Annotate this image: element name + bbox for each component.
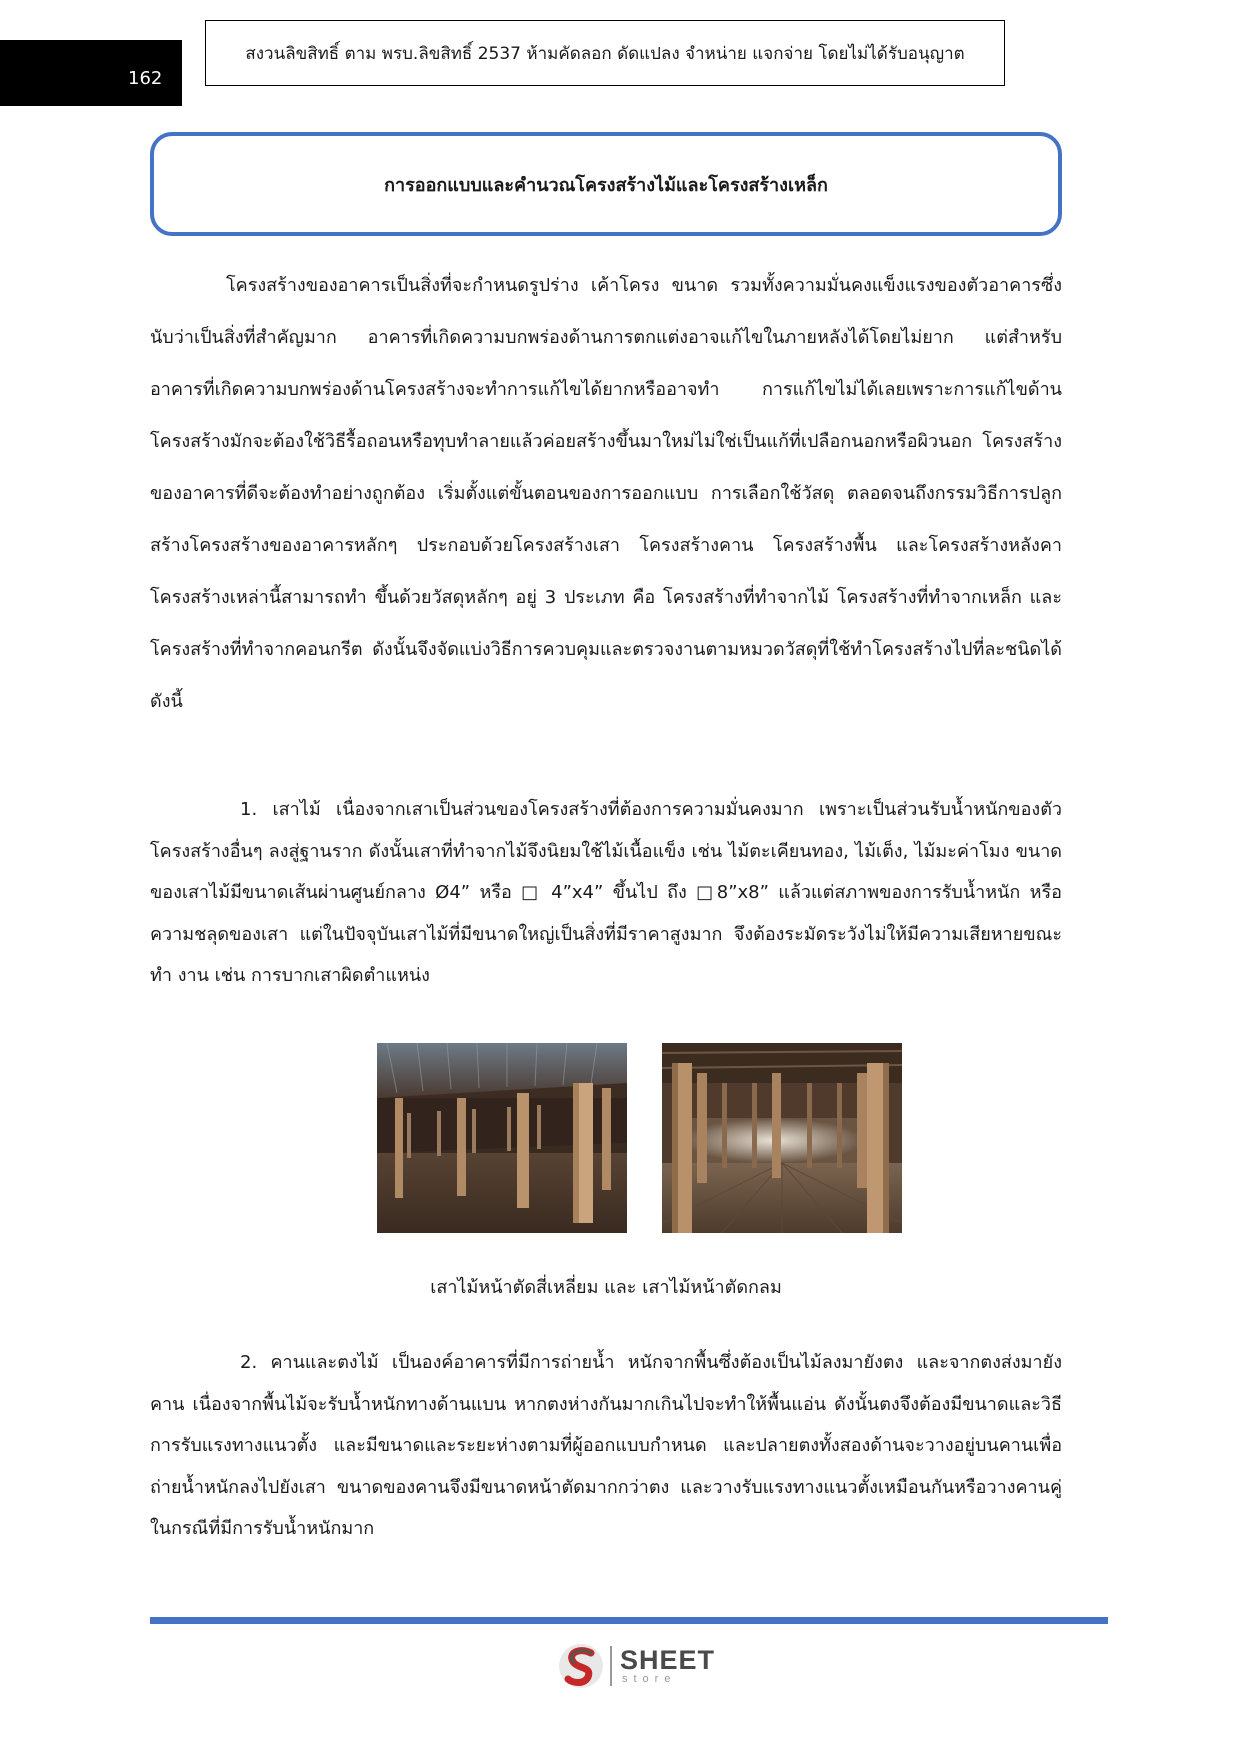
page-number: 162 bbox=[128, 68, 163, 89]
intro-paragraph: โครงสร้างของอาคารเป็นสิ่งที่จะกำหนดรูปร่าง เค้าโครง ขนาด รวมทั้งความมั่นคงแข็งแรงของตัวอาคารซึ่งนับว่าเป็นสิ่งที่สำคัญมาก อาคารที่เกิดความบกพร่องด้านการตกแต่งอาจแก้ไขในภายหลังได้โดยไม่ยาก แต่สำหรับอาคารที่เกิดความบกพร่องด้านโครงสร้างจะทำการแก้ไขได้ยากหรืออาจทำ การแก้ไขไม่ได้เลยเพราะการแก้ไขด้านโครงสร้างมักจะต้องใช้วิธีรื้อถอนหรือทุบทำลายแล้วค่อยสร้างขึ้นมาใหม่ไม่ใช่เป็นแก้ที่เปลือกนอกหรือผิวนอก โครงสร้างของอาคารที่ดีจะต้องทำอย่างถูกต้อง เริ่มตั้งแต่ขั้นตอนของการออกแบบ การเลือกใช้วัสดุ ตลอดจนถึงกรรมวิธีการปลูกสร้างโครงสร้างของอาคารหลักๆ ประกอบด้วยโครงสร้างเสา โครงสร้างคาน โครงสร้างพื้น และโครงสร้างหลังคา โครงสร้างเหล่านี้สามารถทำ ขึ้นด้วยวัสดุหลักๆ อยู่ 3 ประเภท คือ โครงสร้างที่ทำจากไม้ โครงสร้างที่ทำจากเหล็ก และโครงสร้างที่ทำจากคอนกรีต ดังนั้นจึงจัดแบ่งวิธีการควบคุมและตรวจงานตามหมวดวัสดุที่ใช้ทำโครงสร้างไปที่ละชนิดได้ดังนี้ bbox=[150, 275, 1062, 712]
round-wooden-pillar-photo bbox=[662, 1043, 902, 1233]
logo-text bbox=[620, 1647, 715, 1685]
item1-paragraph: 1. เสาไม้ เนื่องจากเสาเป็นส่วนของโครงสร้างที่ต้องการความมั่นคงมาก เพราะเป็นส่วนรับน้ำหนักของตัวโครงสร้างอื่นๆ ลงสู่ฐานราก ดังนั้นเสาที่ทำจากไม้จึงนิยมใช้ไม้เนื้อแข็ง เช่น ไม้ตะเคียนทอง, ไม้เต็ง, ไม้มะค่าโมง ขนาดของเสาไม้มีขนาดเส้นผ่านศูนย์กลาง Ø4” หรือ □ 4”x4” ขึ้นไป ถึง □8”x8” แล้วแต่สภาพของการรับน้ำหนัก หรือความชลุดของเสา แต่ในปัจจุบันเสาไม้ที่มีขนาดใหญ่เป็นสิ่งที่มีราคาสูงมาก จึงต้องระมัดระวังไม่ให้มีความเสียหายขณะทำ งาน เช่น การบากเสาผิดตำแหน่ง bbox=[150, 799, 1062, 986]
item2-paragraph: 2. คานและตงไม้ เป็นองค์อาคารที่มีการถ่ายน้ำ หนักจากพื้นซึ่งต้องเป็นไม้ลงมายังตง และจากตงส่งมายังคาน เนื่องจากพื้นไม้จะรับน้ำหนักทางด้านแบน หากตงห่างกันมากเกินไปจะทำให้พื้นแอ่น ดังนั้นตงจึงต้องมีขนาดและวิธีการรับแรงทางแนวตั้ง และมีขนาดและระยะห่างตามที่ผู้ออกแบบกำหนด และปลายตงทั้งสองด้านจะวางอยู่บนคานเพื่อถ่ายน้ำหนักลงไปยังเสา ขนาดของคานจึงมีขนาดหน้าตัดมากกว่าตง และวางรับแรงทางแนวตั้งเหมือนกันหรือวางคานคู่ในกรณีที่มีการรับน้ำหนักมาก bbox=[150, 1352, 1062, 1539]
copyright-notice-box bbox=[205, 20, 1005, 86]
footer-divider bbox=[150, 1617, 1108, 1624]
chapter-title: การออกแบบและคำนวณโครงสร้างไม้และโครงสร้างเหล็ก bbox=[384, 174, 828, 196]
logo-separator bbox=[610, 1646, 612, 1686]
copyright-notice: สงวนลิขสิทธิ์ ตาม พรบ.ลิขสิทธิ์ 2537 ห้ามคัดลอก ดัดแปลง จำหน่าย แจกจ่าย โดยไม่ได้รับอนุญาต bbox=[245, 43, 965, 64]
chapter-title-box bbox=[150, 132, 1062, 236]
figure-caption: เสาไม้หน้าตัดสี่เหลี่ยม และ เสาไม้หน้าตัดกลม bbox=[430, 1277, 782, 1298]
page-number-box bbox=[0, 40, 182, 106]
logo-main-text: SHEET bbox=[620, 1645, 716, 1675]
logo-sub-text: store bbox=[622, 1673, 677, 1685]
square-wooden-pillar-photo bbox=[377, 1043, 627, 1233]
sheet-store-logo-icon bbox=[558, 1641, 604, 1691]
sheet-store-logo bbox=[558, 1640, 728, 1692]
